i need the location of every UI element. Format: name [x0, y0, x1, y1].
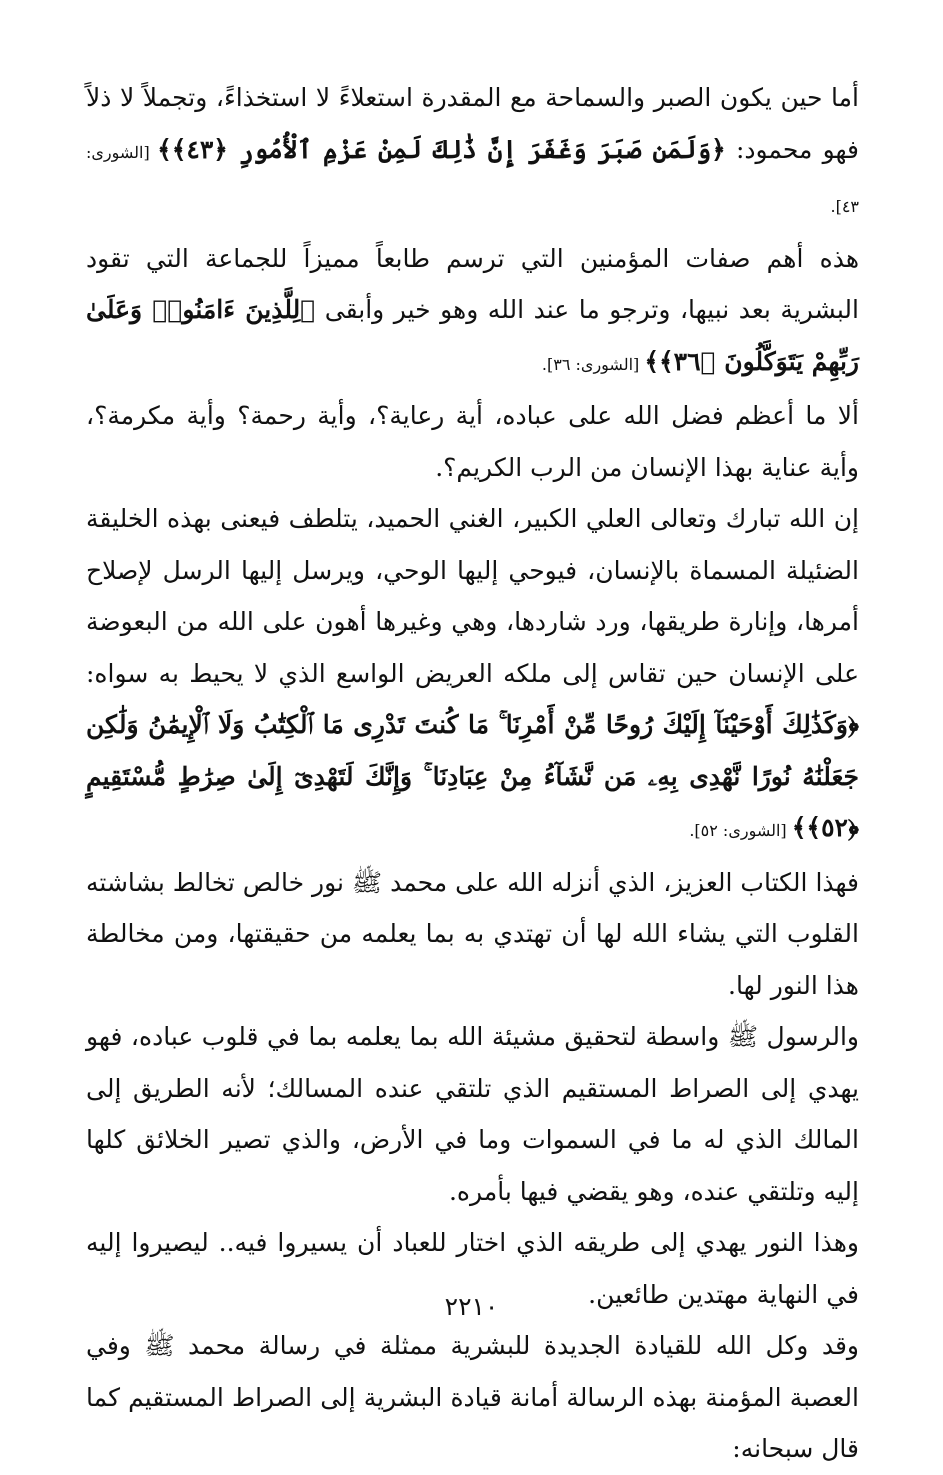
paragraph-text: فهذا الكتاب العزيز، الذي أنزله الله على محمد ﷺ نور خالص تخالط بشاشته القلوب التي يشاء الله لها أن تهتدي به بما يعلمه من حقيقتها، ومن مخالطة هذا النور لها. — [86, 867, 859, 1000]
paragraph-text: هذه أهم صفات المؤمنين التي ترسم طابعاً مميزاً للجماعة التي تقود البشرية بعد نبيها، وترجو ما عند الله وهو خير وأبقى — [86, 243, 859, 324]
paragraph — [86, 233, 859, 391]
quran-verse: ﴿وَلَمَن صَبَرَ وَغَفَرَ إِنَّ ذَٰلِكَ لَمِنْ عَزْمِ ٱلْأُمُورِ ﴿٤٣﴾﴾ — [157, 134, 726, 164]
paragraph-text: ألا ما أعظم فضل الله على عباده، أية رعاية؟، وأية رحمة؟ وأية مكرمة؟، وأية عناية بهذا الإنسان من الرب الكريم؟. — [86, 401, 859, 482]
page-number: ٢٢١٠ — [444, 1292, 499, 1321]
verse-reference: [الشورى: ٤٣]. — [86, 142, 859, 216]
quran-verse: ﴿لِلَّذِينَ ءَامَنُوا۟ وَعَلَىٰ رَبِّهِمْ يَتَوَكَّلُونَ ﴿٣٦﴾﴾ — [86, 295, 859, 376]
paragraph-text: وقد وكل الله للقيادة الجديدة للبشرية ممثلة في رسالة محمد ﷺ وفي العصبة المؤمنة بهذه الرسالة أمانة قيادة البشرية إلى الصراط المستقيم كما قال سبحانه: — [86, 1331, 859, 1463]
paragraph-text: وهذا النور يهدي إلى طريقه الذي اختار للعباد أن يسيروا فيه.. ليصيروا إليه في النهاية مهتدين طائعين. — [86, 1228, 859, 1309]
paragraph-text: إن الله تبارك وتعالى العلي الكبير، الغني الحميد، يتلطف فيعنى بهذه الخليقة الضئيلة المسماة بالإنسان، فيوحي إليها الوحي، ويرسل إليها الرسل لإصلاح أمرها، وإنارة طريقها، ورد شاردها، وهي وغيرها أهون على الله من البعوضة على الإنسان حين تقاس إلى ملكه العريض الواسع الذي لا يحيط به سواه: — [86, 504, 859, 688]
paragraph — [86, 1011, 859, 1217]
paragraph-text: والرسول ﷺ واسطة لتحقيق مشيئة الله بما يعلمه بما في قلوب عباده، فهو يهدي إلى الصراط المستقيم الذي تلتقي عنده المسالك؛ لأنه الطريق إلى المالك الذي له ما في السموات وما في الأرض، والذي تصير الخلائق كلها إليه وتلتقي عنده، وهو يقضي فيها بأمره. — [86, 1022, 859, 1206]
paragraph-text: أما حين يكون الصبر والسماحة مع المقدرة استعلاءً لا استخذاءً، وتجملاً لا ذلاً فهو محمود: — [86, 83, 859, 164]
verse-reference: [الشورى: ٣٦]. — [541, 354, 645, 374]
body-text — [86, 72, 859, 1475]
paragraph — [86, 857, 859, 1012]
paragraph — [86, 493, 859, 857]
verse-reference: [الشورى: ٥٢]. — [689, 821, 792, 840]
paragraph — [86, 390, 859, 493]
paragraph — [86, 72, 859, 233]
quran-verse: ﴿وَكَذَٰلِكَ أَوْحَيْنَآ إِلَيْكَ رُوحًا مِّنْ أَمْرِنَا ۚ مَا كُنتَ تَدْرِى مَا ٱلْكِتَٰبُ وَلَا ٱلْإِيمَٰنُ وَلَٰكِن جَعَلْنَٰهُ نُورًا نَّهْدِى بِهِۦ مَن نَّشَآءُ مِنْ عِبَادِنَا ۚ وَإِنَّكَ لَتَهْدِىٓ إِلَىٰ صِرَٰطٍ مُّسْتَقِيمٍ ﴿٥٢﴾﴾ — [86, 710, 859, 842]
paragraph — [86, 1320, 859, 1475]
